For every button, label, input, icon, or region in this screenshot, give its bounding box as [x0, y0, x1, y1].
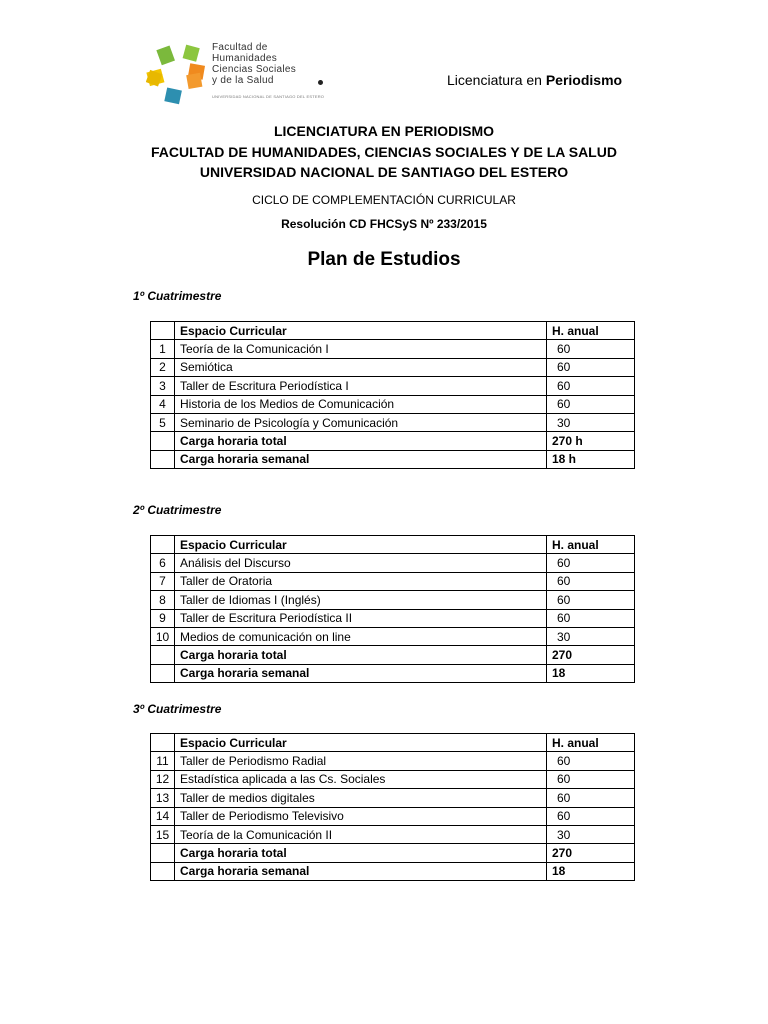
- cycle-subtitle: CICLO DE COMPLEMENTACIÓN CURRICULAR: [252, 193, 516, 207]
- plan-title: Plan de Estudios: [307, 249, 461, 270]
- column-subject: Espacio Curricular: [175, 322, 547, 340]
- title-career: LICENCIATURA EN PERIODISMO: [273, 123, 495, 139]
- table-row: 10 Medios de comunicación on line 30: [151, 627, 635, 645]
- table-header-row: [151, 734, 635, 752]
- logo-piece-green-2: [183, 45, 200, 62]
- logo-university-text: UNIVERSIDAD NACIONAL DE SANTIAGO DEL ESTERO: [212, 94, 325, 99]
- column-hours: H. anual: [547, 322, 635, 340]
- table-row: 4 Historia de los Medios de Comunicación 60: [151, 395, 635, 413]
- logo-piece-blue: [164, 87, 182, 104]
- faculty-logo-mark-icon: [146, 42, 206, 108]
- table-row: 2 Semiótica 60: [151, 358, 635, 376]
- semester-1-title: 1º Cuatrimestre: [133, 289, 222, 303]
- table-row: 11 Taller de Periodismo Radial 60: [151, 752, 635, 770]
- column-hours: H. anual: [547, 734, 635, 752]
- semester-3-table: [150, 733, 635, 881]
- semester-3-title: 3º Cuatrimestre: [133, 702, 222, 716]
- table-row: 7 Taller de Oratoria 60: [151, 572, 635, 590]
- document-titles: [0, 121, 768, 183]
- semester-2-title: 2º Cuatrimestre: [133, 503, 222, 517]
- logo-dot: [318, 80, 323, 85]
- column-subject: Espacio Curricular: [175, 734, 547, 752]
- column-hours: H. anual: [547, 536, 635, 554]
- semester-1-table: [150, 321, 635, 469]
- table-row: 3 Taller de Escritura Periodística I 60: [151, 377, 635, 395]
- total-hours-row: Carga horaria total 270: [151, 646, 635, 664]
- table-row: 14 Taller de Periodismo Televisivo 60: [151, 807, 635, 825]
- weekly-hours-row: Carga horaria semanal 18: [151, 664, 635, 682]
- total-hours-row: Carga horaria total 270 h: [151, 432, 635, 450]
- column-subject: Espacio Curricular: [175, 536, 547, 554]
- weekly-hours-row: Carga horaria semanal 18: [151, 862, 635, 880]
- table-row: 15 Teoría de la Comunicación II 30: [151, 825, 635, 843]
- faculty-logo: [146, 42, 326, 108]
- table-row: 5 Seminario de Psicología y Comunicación 30: [151, 413, 635, 431]
- title-faculty: FACULTAD DE HUMANIDADES, CIENCIAS SOCIALES Y DE LA SALUD: [151, 143, 617, 160]
- title-university: UNIVERSIDAD NACIONAL DE SANTIAGO DEL ESTERO: [199, 164, 569, 180]
- resolution-text: Resolución CD FHCSyS Nº 233/2015: [281, 217, 487, 231]
- header-career: Licenciatura en Periodismo: [447, 72, 623, 88]
- table-row: 13 Taller de medios digitales 60: [151, 789, 635, 807]
- table-header-row: [151, 322, 635, 340]
- table-row: 1 Teoría de la Comunicación I 60: [151, 340, 635, 358]
- total-hours-row: Carga horaria total 270: [151, 844, 635, 862]
- table-row: 12 Estadística aplicada a las Cs. Sociales 60: [151, 770, 635, 788]
- logo-piece-green: [156, 45, 175, 65]
- weekly-hours-row: Carga horaria semanal 18 h: [151, 450, 635, 468]
- table-row: 6 Análisis del Discurso 60: [151, 554, 635, 572]
- logo-text: Facultad de Humanidades Ciencias Sociales y de la Salud: [212, 42, 297, 86]
- table-row: 9 Taller de Escritura Periodística II 60: [151, 609, 635, 627]
- logo-piece-orange-2: [186, 73, 202, 89]
- table-header-row: [151, 536, 635, 554]
- semester-2-table: [150, 535, 635, 683]
- table-row: 8 Taller de Idiomas I (Inglés) 60: [151, 591, 635, 609]
